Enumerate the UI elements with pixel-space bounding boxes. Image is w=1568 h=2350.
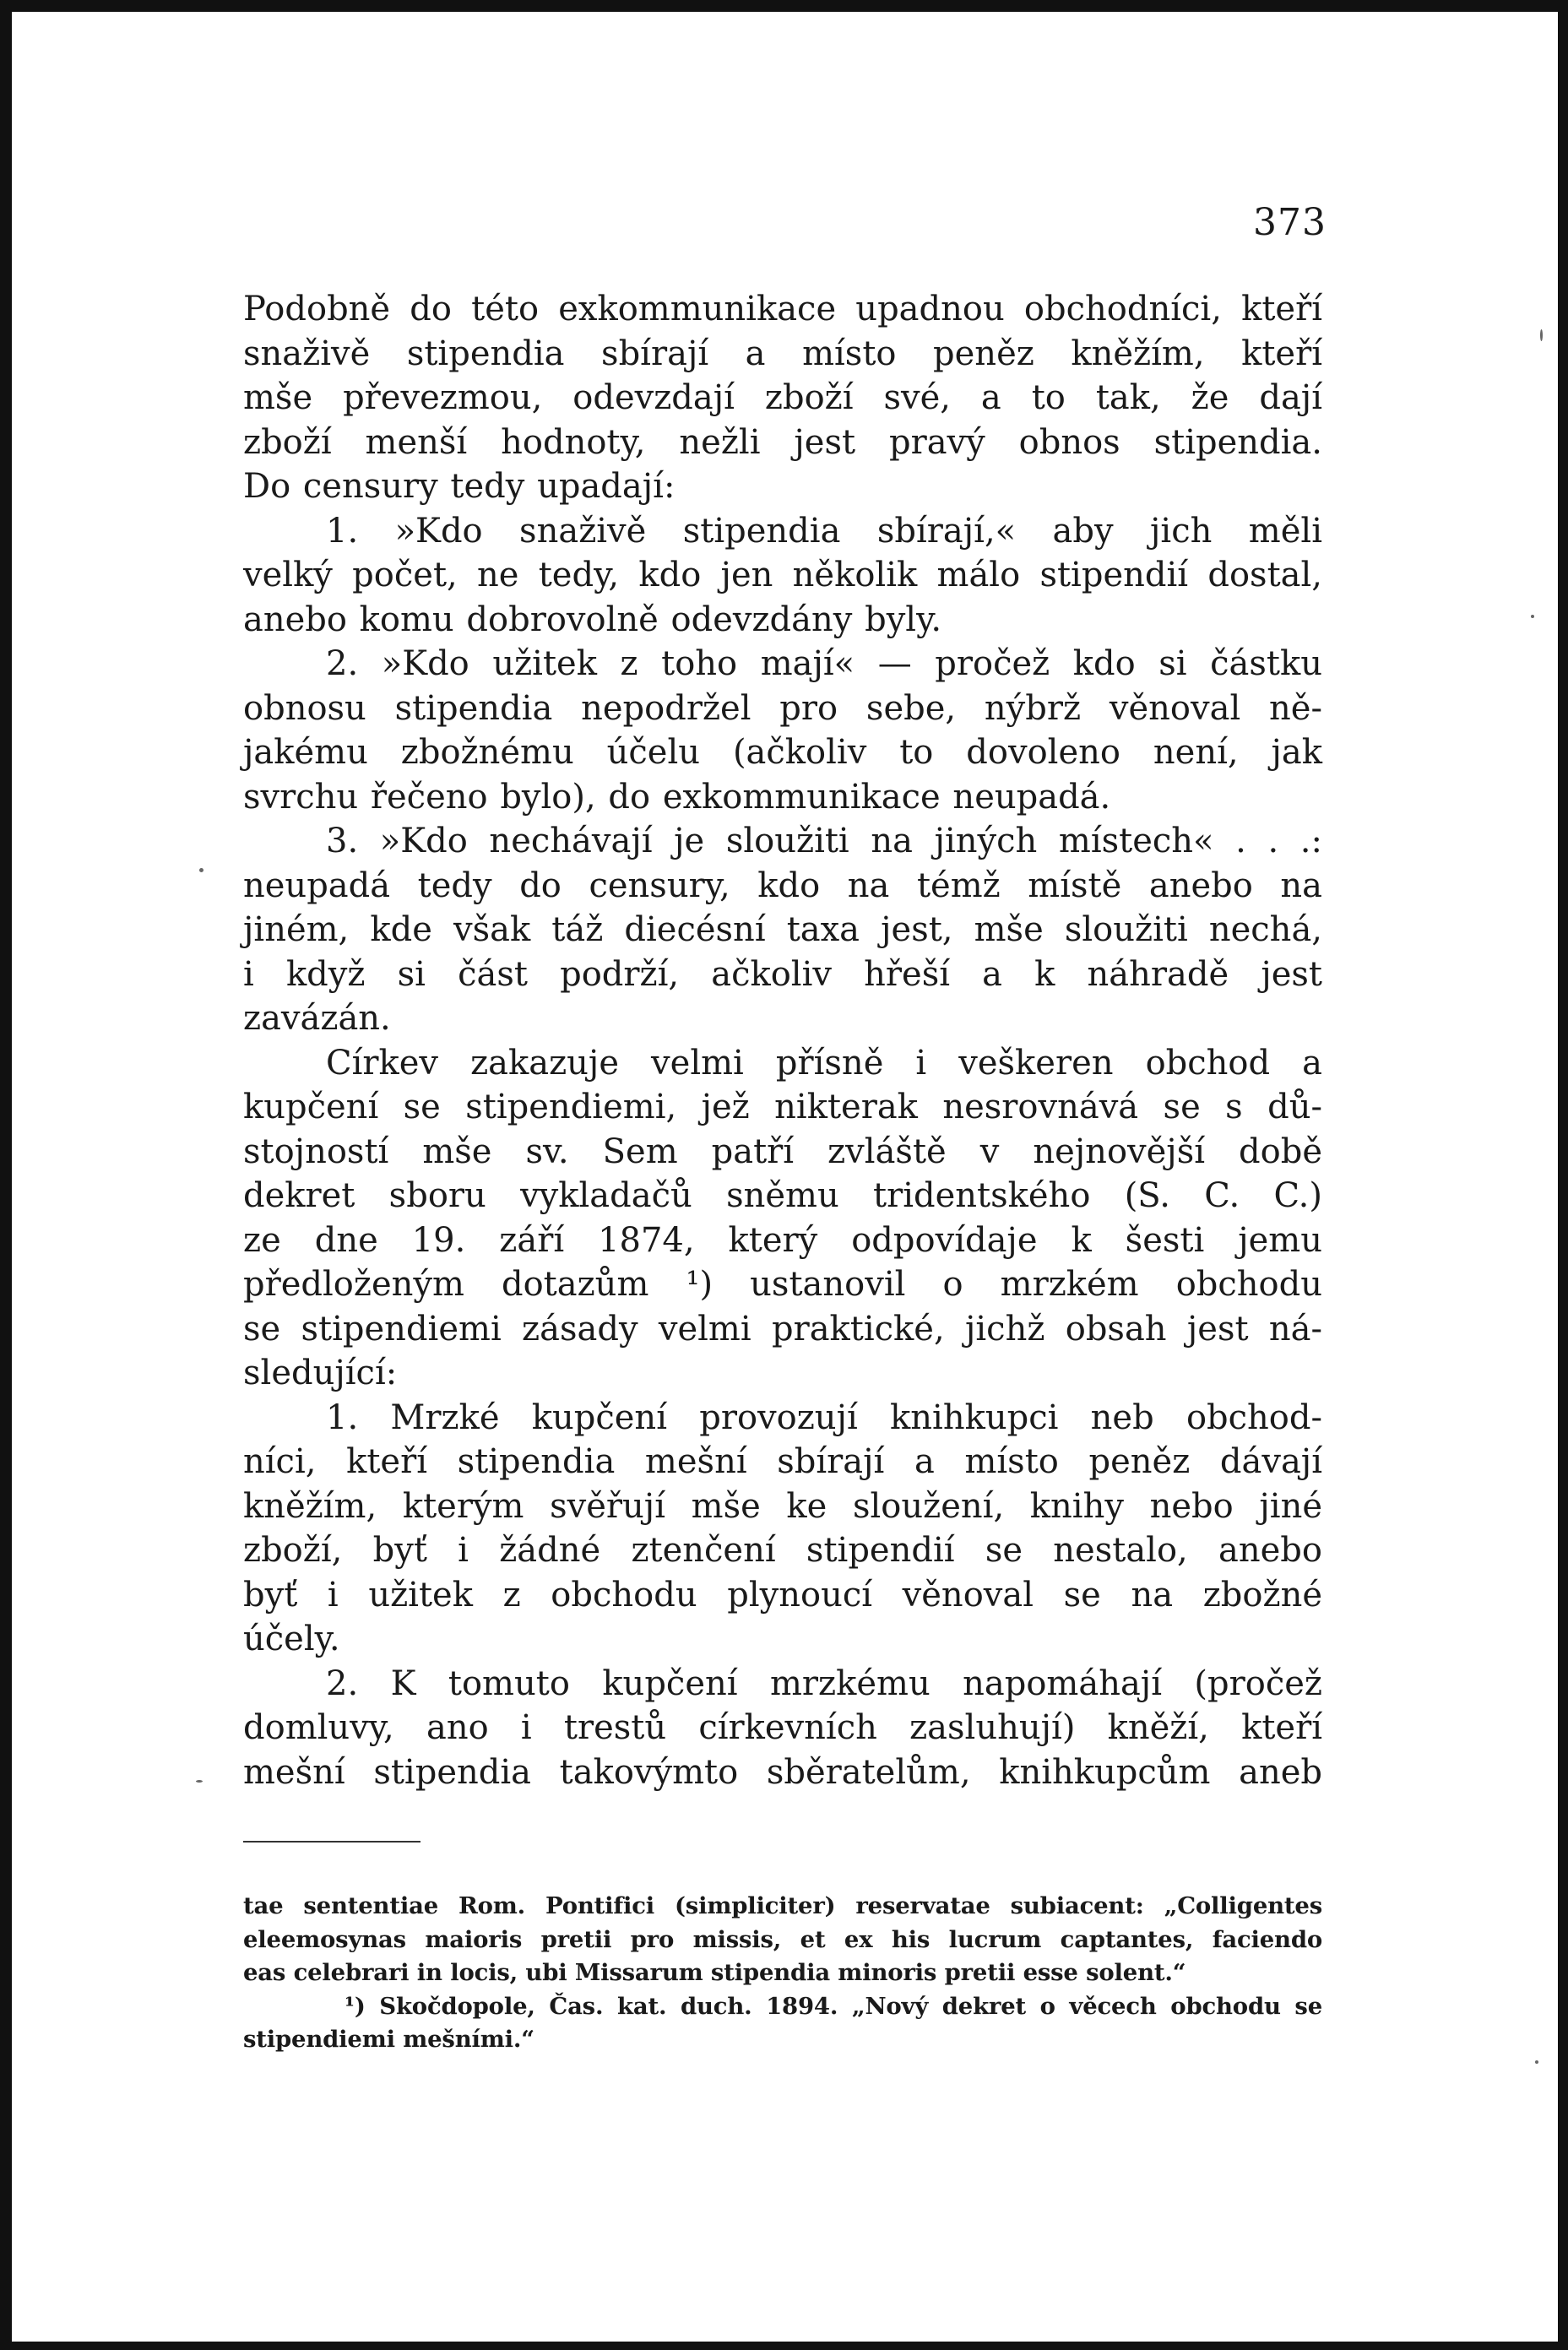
- text-line: Podobně do této exkommunikace upadnou obchodníci, kteří: [243, 290, 1322, 328]
- text-line: sledující:: [243, 1354, 398, 1392]
- text-line: 2. »Kdo užitek z toho mají« — pročež kdo si částku: [326, 644, 1322, 683]
- text-line: dekret sboru vykladačů sněmu tridentského (S. C. C.): [243, 1176, 1322, 1215]
- footnote-divider: [243, 1841, 420, 1843]
- text-line: snaživě stipendia sbírají a místo peněz kněžím, kteří: [243, 334, 1322, 373]
- text-line: i když si část podrží, ačkoliv hřeší a k náhradě jest: [243, 954, 1322, 994]
- text-line: zboží menší hodnoty, nežli jest pravý obnos stipendia.: [243, 422, 1322, 462]
- text-line: stojností mše sv. Sem patří zvláště v nejnovější době: [243, 1132, 1322, 1171]
- text-line: byť i užitek z obchodu plynoucí věnoval se na zbožné: [243, 1575, 1322, 1615]
- text-line: jiném, kde však táž diecésní taxa jest, mše sloužiti nechá,: [243, 910, 1322, 949]
- text-line: Církev zakazuje velmi přísně i veškeren obchod a: [326, 1043, 1322, 1083]
- text-line: Do censury tedy upadají:: [243, 467, 675, 506]
- footnote-line: eas celebrari in locis, ubi Missarum stipendia minoris pretii esse solent.“: [243, 1959, 1186, 1986]
- text-line: anebo komu dobrovolně odevzdány byly.: [243, 600, 942, 639]
- text-line: ze dne 19. září 1874, který odpovídaje k šesti jemu: [243, 1220, 1322, 1260]
- text-line: velký počet, ne tedy, kdo jen několik málo stipendií dostal,: [243, 556, 1322, 594]
- text-line: účely.: [243, 1620, 340, 1658]
- footnote-line: ¹) Skočdopole, Čas. kat. duch. 1894. „Nový dekret o věcech obchodu se: [345, 1992, 1322, 2020]
- text-line: níci, kteří stipendia mešní sbírají a místo peněz dávají: [243, 1442, 1322, 1481]
- text-line: se stipendiemi zásady velmi praktické, jichž obsah jest ná-: [243, 1309, 1322, 1349]
- text-line: obnosu stipendia nepodržel pro sebe, nýbrž věnoval ně-: [243, 688, 1322, 728]
- footnote-line: eleemosynas maioris pretii pro missis, et ex his lucrum captantes, faciendo: [243, 1925, 1322, 1953]
- text-line: svrchu řečeno bylo), do exkommunikace neupadá.: [243, 777, 1111, 817]
- scan-speck: [199, 868, 203, 872]
- text-line: 3. »Kdo nechávají je sloužiti na jiných místech« . . .:: [326, 822, 1322, 860]
- scan-speck: [196, 1780, 203, 1783]
- text-line: neupadá tedy do censury, kdo na témž místě anebo na: [243, 866, 1322, 905]
- text-line: domluvy, ano i trestů církevních zasluhují) kněží, kteří: [243, 1708, 1322, 1747]
- footnote-line: tae sententiae Rom. Pontifici (simpliciter) reservatae subiacent: „Colligentes: [243, 1892, 1322, 1919]
- scan-speck: [1531, 615, 1534, 618]
- text-line: kupčení se stipendiemi, jež nikterak nesrovnává se s dů-: [243, 1088, 1322, 1126]
- scan-speck: [1535, 2060, 1538, 2064]
- text-line: zboží, byť i žádné ztenčení stipendií se nestalo, anebo: [243, 1531, 1322, 1570]
- footnote-line: stipendiemi mešními.“: [243, 2026, 534, 2053]
- text-line: kněžím, kterým svěřují mše ke sloužení, knihy nebo jiné: [243, 1486, 1322, 1526]
- text-line: 1. »Kdo snaživě stipendia sbírají,« aby jich měli: [326, 511, 1322, 551]
- text-line: mše převezmou, odevzdají zboží své, a to tak, že dají: [243, 378, 1322, 417]
- page-number: 373: [1253, 201, 1327, 244]
- footnotes: [243, 1890, 1322, 2057]
- text-line: jakému zbožnému účelu (ačkoliv to dovoleno není, jak: [243, 733, 1322, 772]
- text-line: 2. K tomuto kupčení mrzkému napomáhají (pročež: [326, 1663, 1322, 1703]
- main-text: [243, 287, 1322, 1794]
- text-line: mešní stipendia takovýmto sběratelům, knihkupcům aneb: [243, 1752, 1322, 1792]
- text-line: předloženým dotazům ¹) ustanovil o mrzkém obchodu: [243, 1265, 1322, 1304]
- scan-speck: [1540, 329, 1543, 341]
- text-line: zavázán.: [243, 999, 391, 1038]
- text-line: 1. Mrzké kupčení provozují knihkupci neb obchod-: [326, 1398, 1322, 1437]
